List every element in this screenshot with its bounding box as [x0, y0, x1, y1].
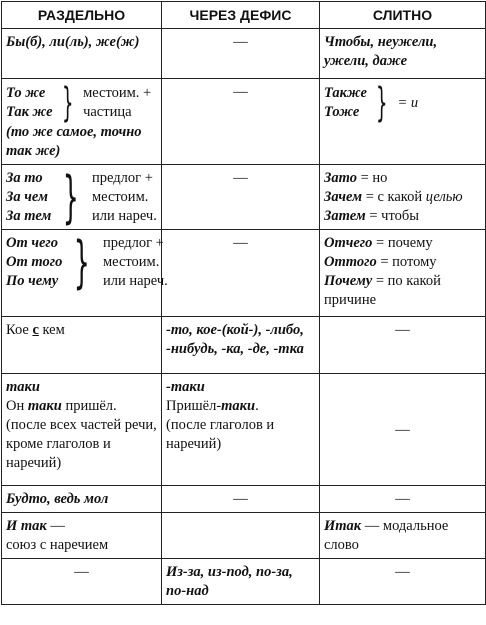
cell-separate [2, 486, 162, 513]
cell-joint [320, 230, 486, 317]
table-row [2, 79, 486, 165]
cell-joint [320, 317, 486, 374]
meaning-italic: целью [425, 189, 463, 205]
example [166, 397, 315, 416]
rule-title: -таки [166, 379, 205, 395]
word: За то [6, 170, 43, 186]
word: Затем [324, 208, 366, 224]
meaning: = по какой причине [324, 273, 441, 308]
dash: — [395, 322, 410, 338]
note: (после всех частей речи, кроме глаголов и наречий) [6, 417, 157, 471]
word: Оттого [324, 254, 377, 270]
word: За чем [6, 189, 48, 205]
cell-separate [2, 559, 162, 605]
particle-list: Бы(б), ли(ль), же(ж) [6, 34, 140, 50]
word: От чего [6, 235, 59, 251]
dash: — [233, 235, 248, 251]
joint-line [324, 234, 481, 253]
table-row [2, 486, 486, 513]
word: И так [6, 518, 47, 534]
header-row [2, 2, 486, 29]
word: Итак [324, 518, 362, 534]
dash: — [395, 564, 410, 580]
cell-hyphen [162, 79, 320, 165]
cell-hyphen [162, 486, 320, 513]
cell-hyphen [162, 165, 320, 230]
cell-hyphen [162, 317, 320, 374]
joint-line [324, 169, 481, 188]
joint-line [324, 207, 481, 226]
example: (то же самое, точно так же) [6, 124, 142, 159]
dash: — [233, 491, 248, 507]
meaning: = с какой [362, 189, 426, 205]
word: Отчего [324, 235, 373, 251]
joint-line [324, 272, 481, 310]
cell-separate [2, 29, 162, 79]
word-group [6, 229, 168, 295]
note: местоим. + [83, 85, 152, 101]
cell-joint [320, 165, 486, 230]
note: = и [397, 94, 419, 111]
cell-separate [2, 79, 162, 165]
underlined-preposition: с [32, 322, 39, 338]
text: пришёл. [61, 398, 117, 414]
dash: — [395, 491, 410, 507]
cell-joint [320, 559, 486, 605]
cell-separate [2, 374, 162, 486]
word: Так же [6, 104, 53, 120]
dash: — [233, 84, 248, 100]
note: или нареч. [92, 208, 157, 224]
spelling-rules-table [1, 1, 486, 605]
dash: — [74, 564, 89, 580]
word: По чему [6, 273, 59, 289]
word: Тоже [324, 104, 360, 120]
cell-hyphen [162, 559, 320, 605]
table-row [2, 230, 486, 317]
cell-separate [2, 229, 168, 317]
header-hyphen: ЧЕРЕЗ ДЕФИС [162, 2, 320, 29]
word: таки [27, 398, 62, 414]
table-row [2, 29, 486, 79]
brace-icon: } [63, 164, 80, 230]
text: — [46, 518, 65, 534]
word: За тем [6, 208, 52, 224]
word: Почему [324, 273, 373, 289]
brace-icon: } [74, 229, 91, 295]
dash: — [233, 34, 248, 50]
cell-joint [320, 29, 486, 79]
header-separate: РАЗДЕЛЬНО [2, 2, 162, 29]
cell-hyphen [162, 374, 320, 486]
meaning: = потому [376, 254, 437, 270]
word: Также [324, 85, 367, 101]
preposition-list: Из-за, из-под, по-за, по-над [166, 564, 293, 599]
cell-joint [320, 486, 486, 513]
meaning: = чтобы [365, 208, 419, 224]
suffix-list: -то, кое-(кой-), -либо, -нибудь, -ка, -де, -тка [166, 322, 304, 357]
rule-title: таки [6, 379, 40, 395]
cell-separate [2, 513, 162, 559]
dash: — [395, 421, 410, 438]
note: предлог + [102, 235, 164, 251]
text: Пришёл- [166, 398, 222, 414]
table-row [2, 513, 486, 559]
text: Кое [6, 322, 33, 338]
word: таки [221, 398, 256, 414]
header-joint: СЛИТНО [320, 2, 486, 29]
note: местоим. [102, 254, 160, 270]
word: То же [6, 85, 46, 101]
example [6, 397, 157, 416]
meaning: = почему [372, 235, 433, 251]
table-row [2, 559, 486, 605]
cell-joint [320, 513, 486, 559]
cell-hyphen [162, 29, 320, 79]
note: или нареч. [102, 273, 168, 289]
meaning: — модальное слово [324, 518, 449, 553]
brace-icon: } [61, 80, 74, 126]
cell-joint [320, 79, 486, 165]
note: предлог + [92, 170, 153, 186]
word-group [6, 164, 157, 230]
particle-list: Будто, ведь мол [6, 491, 109, 507]
cell-separate [2, 317, 162, 374]
word: Зачем [324, 189, 363, 205]
cell-hyphen [162, 513, 320, 559]
table-row [2, 317, 486, 374]
dash: — [233, 170, 248, 186]
joint-line [324, 253, 481, 272]
joint-line [324, 188, 481, 207]
word: Зато [324, 170, 357, 186]
cell-separate [2, 165, 162, 230]
text: кем [38, 322, 65, 338]
table-row [2, 374, 486, 486]
text: Он [6, 398, 28, 414]
word-group [324, 80, 481, 126]
meaning: = но [356, 170, 388, 186]
word-group [6, 80, 157, 126]
word: От того [6, 254, 63, 270]
cell-hyphen [162, 230, 320, 317]
note: местоим. [92, 189, 149, 205]
note: (после глаголов и наречий) [166, 417, 275, 452]
joint-words: Чтобы, неужели, ужели, даже [324, 34, 438, 69]
note: союз с наречием [6, 537, 109, 553]
note: частица [83, 104, 132, 120]
text: . [255, 398, 259, 414]
brace-icon: } [375, 80, 388, 126]
cell-joint [320, 374, 486, 486]
table-row [2, 165, 486, 230]
